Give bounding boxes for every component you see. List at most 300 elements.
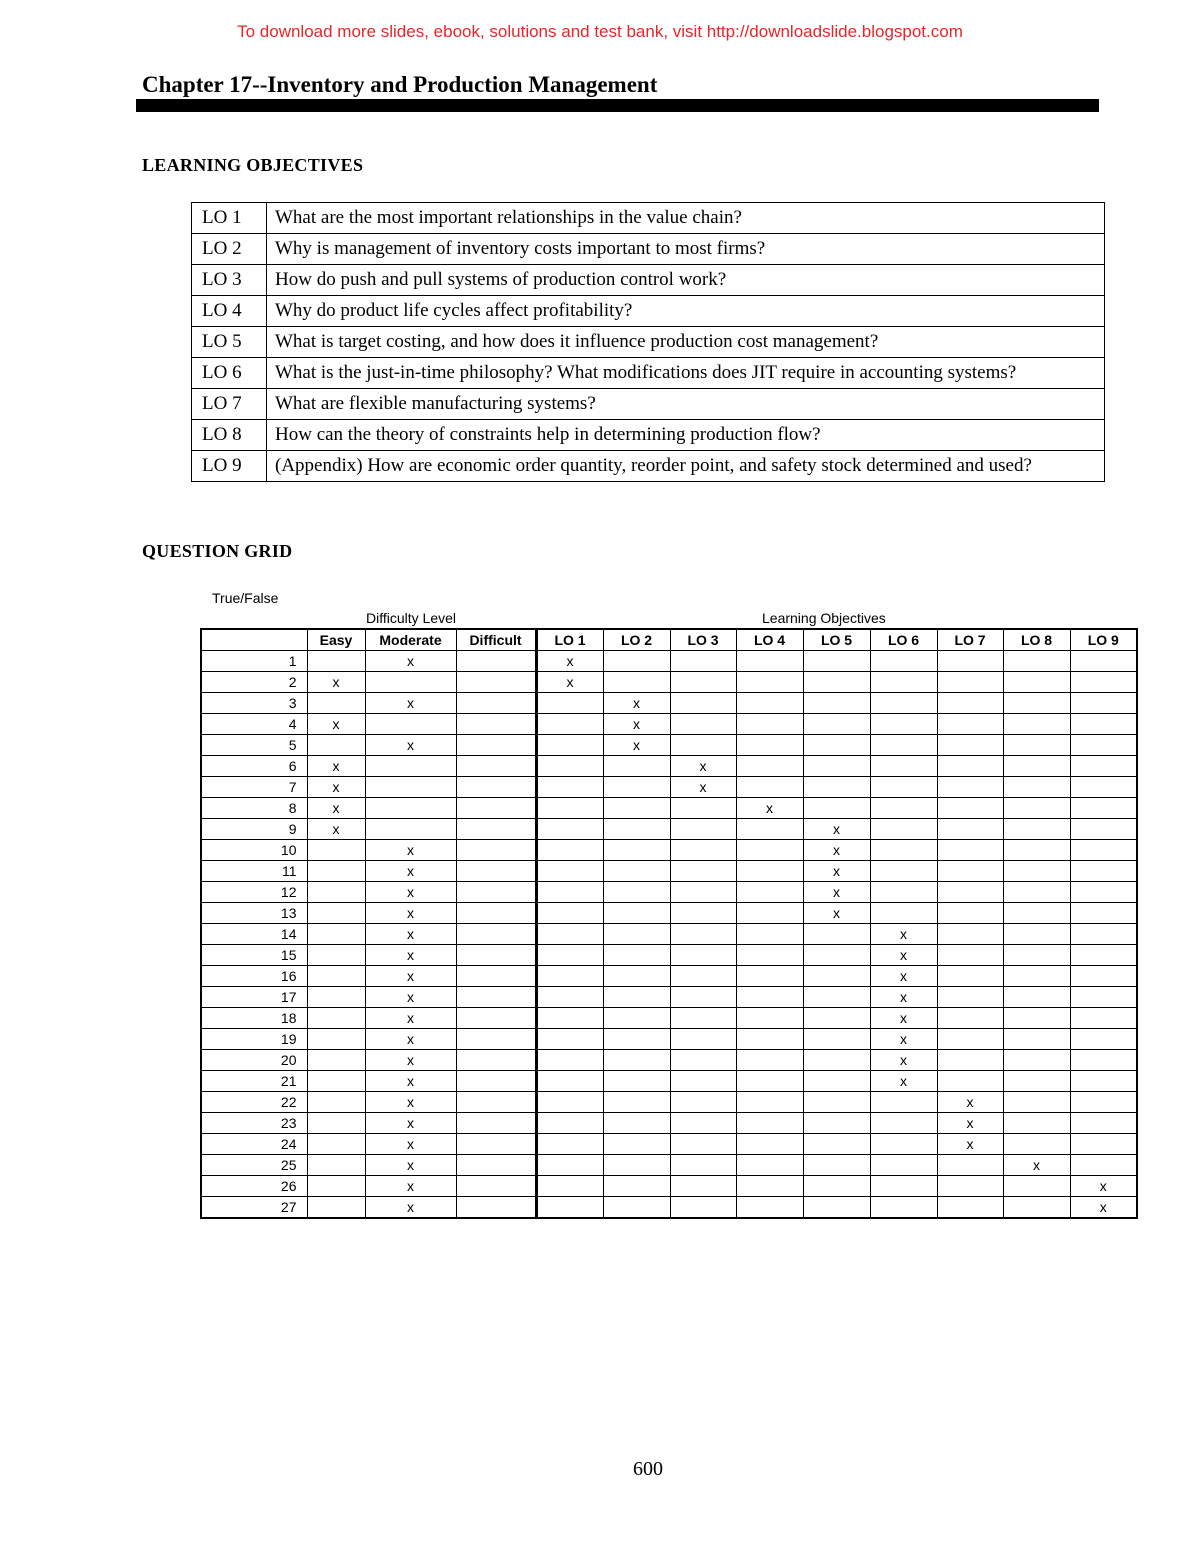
grid-cell	[937, 924, 1003, 945]
grid-row	[201, 798, 1137, 819]
grid-row	[201, 861, 1137, 882]
grid-column-header: Difficult	[456, 629, 536, 651]
grid-cell	[670, 672, 736, 693]
grid-cell	[1003, 777, 1070, 798]
grid-cell	[670, 924, 736, 945]
grid-cell	[603, 1134, 670, 1155]
grid-cell	[736, 861, 803, 882]
grid-cell	[456, 1050, 536, 1071]
grid-cell	[456, 1155, 536, 1176]
grid-cell	[736, 924, 803, 945]
learning-objective-row	[192, 327, 1105, 358]
grid-column-header: Moderate	[365, 629, 456, 651]
grid-cell	[670, 714, 736, 735]
objective-id: LO 6	[192, 358, 267, 389]
grid-cell	[670, 1071, 736, 1092]
grid-cell	[736, 966, 803, 987]
grid-cell	[536, 1050, 603, 1071]
question-number: 12	[201, 882, 307, 903]
grid-cell	[456, 924, 536, 945]
grid-column-header: LO 4	[736, 629, 803, 651]
learning-objectives-heading: LEARNING OBJECTIVES	[142, 155, 364, 175]
grid-cell	[736, 1008, 803, 1029]
grid-cell	[456, 819, 536, 840]
grid-cell	[456, 903, 536, 924]
grid-cell	[870, 1134, 937, 1155]
grid-cell	[365, 714, 456, 735]
grid-cell	[456, 1176, 536, 1197]
grid-cell	[670, 861, 736, 882]
grid-cell	[803, 798, 870, 819]
grid-column-header: LO 7	[937, 629, 1003, 651]
grid-row	[201, 945, 1137, 966]
grid-cell: x	[603, 714, 670, 735]
grid-row	[201, 1008, 1137, 1029]
grid-cell	[456, 1092, 536, 1113]
objective-text: What are the most important relationships in the value chain?	[267, 203, 1105, 234]
grid-row	[201, 840, 1137, 861]
grid-cell	[937, 756, 1003, 777]
grid-cell	[1003, 1176, 1070, 1197]
grid-cell	[670, 1197, 736, 1219]
question-number: 4	[201, 714, 307, 735]
question-number: 2	[201, 672, 307, 693]
grid-cell: x	[870, 924, 937, 945]
grid-cell: x	[803, 882, 870, 903]
grid-cell	[603, 672, 670, 693]
grid-cell	[1070, 672, 1137, 693]
grid-cell	[803, 966, 870, 987]
grid-row	[201, 714, 1137, 735]
grid-cell	[1070, 966, 1137, 987]
grid-column-header	[201, 629, 307, 651]
grid-cell: x	[365, 693, 456, 714]
question-number: 19	[201, 1029, 307, 1050]
grid-cell: x	[307, 819, 365, 840]
grid-cell	[307, 1113, 365, 1134]
difficulty-level-label: Difficulty Level	[366, 610, 457, 626]
grid-cell: x	[670, 777, 736, 798]
grid-cell	[307, 882, 365, 903]
question-number: 5	[201, 735, 307, 756]
grid-row	[201, 651, 1137, 672]
grid-cell	[803, 945, 870, 966]
grid-cell	[803, 1155, 870, 1176]
objective-text: What are flexible manufacturing systems?	[267, 389, 1105, 420]
grid-cell	[1003, 861, 1070, 882]
grid-cell	[870, 1176, 937, 1197]
grid-cell	[736, 714, 803, 735]
grid-cell	[937, 1008, 1003, 1029]
grid-cell	[536, 1197, 603, 1219]
grid-cell	[937, 672, 1003, 693]
grid-cell	[937, 1155, 1003, 1176]
question-number: 6	[201, 756, 307, 777]
grid-cell	[1070, 714, 1137, 735]
objective-id: LO 3	[192, 265, 267, 296]
grid-cell	[937, 798, 1003, 819]
grid-cell	[307, 987, 365, 1008]
grid-row	[201, 882, 1137, 903]
grid-cell	[1070, 1092, 1137, 1113]
grid-cell	[603, 903, 670, 924]
learning-objective-row	[192, 389, 1105, 420]
grid-cell	[365, 777, 456, 798]
grid-cell	[536, 1029, 603, 1050]
grid-cell	[803, 1197, 870, 1219]
grid-cell	[307, 1134, 365, 1155]
grid-cell: x	[803, 903, 870, 924]
grid-cell	[736, 777, 803, 798]
grid-cell: x	[937, 1134, 1003, 1155]
grid-cell	[670, 966, 736, 987]
grid-cell	[536, 1008, 603, 1029]
grid-cell	[603, 777, 670, 798]
grid-cell: x	[307, 714, 365, 735]
grid-cell	[870, 903, 937, 924]
grid-cell	[456, 735, 536, 756]
grid-cell	[1003, 672, 1070, 693]
grid-cell	[307, 735, 365, 756]
grid-cell	[456, 1008, 536, 1029]
grid-cell	[456, 861, 536, 882]
grid-cell: x	[870, 1071, 937, 1092]
grid-column-header: LO 3	[670, 629, 736, 651]
grid-cell	[307, 945, 365, 966]
grid-cell	[536, 861, 603, 882]
grid-cell	[736, 945, 803, 966]
grid-cell	[307, 903, 365, 924]
grid-cell	[736, 1092, 803, 1113]
grid-cell	[1070, 693, 1137, 714]
grid-cell	[870, 651, 937, 672]
grid-row	[201, 966, 1137, 987]
grid-cell	[1070, 924, 1137, 945]
objective-text: What is target costing, and how does it influence production cost management?	[267, 327, 1105, 358]
grid-cell	[1003, 1050, 1070, 1071]
grid-cell: x	[365, 1176, 456, 1197]
grid-cell: x	[937, 1092, 1003, 1113]
learning-objectives-label: Learning Objectives	[762, 610, 886, 626]
grid-cell	[307, 1008, 365, 1029]
learning-objective-row	[192, 296, 1105, 327]
grid-cell	[803, 987, 870, 1008]
grid-cell	[536, 882, 603, 903]
grid-column-header: Easy	[307, 629, 365, 651]
grid-column-header: LO 1	[536, 629, 603, 651]
grid-cell	[937, 945, 1003, 966]
grid-row	[201, 1113, 1137, 1134]
grid-cell	[307, 924, 365, 945]
grid-cell	[870, 693, 937, 714]
grid-cell: x	[603, 735, 670, 756]
grid-cell	[736, 819, 803, 840]
question-number: 9	[201, 819, 307, 840]
grid-cell	[736, 987, 803, 1008]
grid-cell	[603, 1029, 670, 1050]
grid-cell: x	[870, 1008, 937, 1029]
grid-cell	[536, 1113, 603, 1134]
grid-cell	[803, 1113, 870, 1134]
grid-cell	[736, 1050, 803, 1071]
grid-cell	[456, 987, 536, 1008]
grid-cell: x	[307, 777, 365, 798]
grid-cell	[803, 756, 870, 777]
grid-cell	[937, 1176, 1003, 1197]
grid-cell	[670, 987, 736, 1008]
grid-row	[201, 924, 1137, 945]
grid-cell	[803, 714, 870, 735]
grid-cell	[1070, 987, 1137, 1008]
grid-cell	[1003, 1134, 1070, 1155]
grid-cell	[1003, 1008, 1070, 1029]
grid-cell	[937, 903, 1003, 924]
grid-cell	[456, 651, 536, 672]
grid-cell	[736, 840, 803, 861]
grid-cell	[803, 735, 870, 756]
grid-cell: x	[307, 798, 365, 819]
grid-row	[201, 672, 1137, 693]
grid-cell	[1003, 819, 1070, 840]
grid-cell: x	[307, 756, 365, 777]
grid-cell	[603, 1050, 670, 1071]
objective-text: How do push and pull systems of production control work?	[267, 265, 1105, 296]
grid-cell	[536, 693, 603, 714]
grid-cell: x	[870, 987, 937, 1008]
objective-id: LO 1	[192, 203, 267, 234]
question-grid-heading: QUESTION GRID	[142, 541, 293, 561]
grid-cell	[307, 1071, 365, 1092]
grid-cell	[536, 756, 603, 777]
grid-row	[201, 1197, 1137, 1219]
grid-cell	[1003, 945, 1070, 966]
grid-row	[201, 693, 1137, 714]
grid-cell	[670, 1050, 736, 1071]
grid-cell: x	[365, 882, 456, 903]
grid-cell: x	[870, 1050, 937, 1071]
grid-cell	[736, 672, 803, 693]
grid-cell	[307, 1029, 365, 1050]
grid-cell	[870, 1113, 937, 1134]
question-number: 17	[201, 987, 307, 1008]
question-number: 14	[201, 924, 307, 945]
grid-row	[201, 1155, 1137, 1176]
grid-cell	[1003, 1113, 1070, 1134]
grid-cell: x	[1070, 1176, 1137, 1197]
grid-cell	[456, 693, 536, 714]
grid-cell	[536, 714, 603, 735]
grid-cell	[736, 693, 803, 714]
grid-cell	[937, 882, 1003, 903]
true-false-label: True/False	[212, 590, 279, 606]
question-number: 22	[201, 1092, 307, 1113]
objective-text: How can the theory of constraints help in determining production flow?	[267, 420, 1105, 451]
learning-objective-row	[192, 203, 1105, 234]
grid-row	[201, 903, 1137, 924]
grid-cell: x	[365, 1155, 456, 1176]
grid-cell: x	[603, 693, 670, 714]
grid-row	[201, 1029, 1137, 1050]
learning-objective-row	[192, 234, 1105, 265]
grid-cell	[536, 735, 603, 756]
grid-cell	[670, 1155, 736, 1176]
grid-column-header: LO 8	[1003, 629, 1070, 651]
grid-cell	[670, 1008, 736, 1029]
grid-cell	[870, 798, 937, 819]
grid-cell	[603, 798, 670, 819]
grid-cell	[603, 1155, 670, 1176]
grid-cell	[1003, 651, 1070, 672]
grid-cell	[536, 1071, 603, 1092]
grid-cell	[1003, 693, 1070, 714]
question-number: 27	[201, 1197, 307, 1219]
grid-cell	[1003, 1197, 1070, 1219]
grid-cell	[1003, 714, 1070, 735]
grid-cell	[307, 1176, 365, 1197]
grid-cell	[536, 966, 603, 987]
grid-cell	[736, 903, 803, 924]
grid-cell	[670, 945, 736, 966]
objective-id: LO 4	[192, 296, 267, 327]
grid-cell	[870, 861, 937, 882]
grid-cell: x	[365, 903, 456, 924]
question-number: 26	[201, 1176, 307, 1197]
grid-cell	[365, 756, 456, 777]
grid-cell	[1070, 882, 1137, 903]
grid-cell	[736, 1113, 803, 1134]
grid-cell	[456, 1113, 536, 1134]
grid-cell	[803, 1029, 870, 1050]
grid-cell: x	[536, 672, 603, 693]
grid-cell	[603, 987, 670, 1008]
grid-cell	[870, 756, 937, 777]
objective-id: LO 5	[192, 327, 267, 358]
grid-cell: x	[365, 1029, 456, 1050]
grid-cell	[803, 924, 870, 945]
grid-cell	[603, 882, 670, 903]
grid-column-header: LO 5	[803, 629, 870, 651]
grid-cell	[937, 714, 1003, 735]
grid-cell	[803, 1176, 870, 1197]
grid-cell	[1003, 903, 1070, 924]
grid-cell	[1070, 1008, 1137, 1029]
grid-cell	[870, 714, 937, 735]
grid-cell	[937, 735, 1003, 756]
grid-cell	[937, 1029, 1003, 1050]
grid-cell	[937, 966, 1003, 987]
question-number: 20	[201, 1050, 307, 1071]
grid-cell	[670, 903, 736, 924]
grid-cell	[536, 777, 603, 798]
grid-row	[201, 756, 1137, 777]
page-number: 600	[633, 1458, 663, 1480]
grid-cell	[1070, 798, 1137, 819]
download-banner-link[interactable]: To download more slides, ebook, solutions and test bank, visit http://downloadslide.blogspot.com	[237, 22, 963, 41]
grid-cell	[937, 987, 1003, 1008]
grid-cell	[670, 693, 736, 714]
grid-cell	[736, 735, 803, 756]
grid-cell: x	[803, 819, 870, 840]
grid-cell	[670, 1134, 736, 1155]
grid-cell	[670, 1029, 736, 1050]
grid-cell: x	[870, 1029, 937, 1050]
grid-cell	[536, 798, 603, 819]
grid-cell	[1070, 1071, 1137, 1092]
grid-cell	[603, 819, 670, 840]
grid-cell	[803, 1092, 870, 1113]
grid-cell	[536, 987, 603, 1008]
grid-cell	[1070, 840, 1137, 861]
question-number: 7	[201, 777, 307, 798]
grid-cell	[1070, 861, 1137, 882]
grid-cell	[1070, 1113, 1137, 1134]
learning-objective-row	[192, 451, 1105, 482]
grid-cell	[1003, 924, 1070, 945]
grid-cell	[870, 1197, 937, 1219]
grid-cell	[937, 1197, 1003, 1219]
grid-cell	[456, 1071, 536, 1092]
grid-cell	[1070, 651, 1137, 672]
grid-cell: x	[365, 966, 456, 987]
objective-text: What is the just-in-time philosophy? What modifications does JIT require in accounting systems?	[267, 358, 1105, 389]
objective-text: Why is management of inventory costs important to most firms?	[267, 234, 1105, 265]
question-number: 1	[201, 651, 307, 672]
grid-row	[201, 1176, 1137, 1197]
grid-cell	[670, 840, 736, 861]
grid-cell	[603, 1092, 670, 1113]
grid-cell	[307, 693, 365, 714]
grid-cell	[670, 798, 736, 819]
grid-cell	[803, 1008, 870, 1029]
grid-cell	[1003, 735, 1070, 756]
grid-cell	[937, 861, 1003, 882]
grid-cell	[456, 882, 536, 903]
grid-cell	[307, 1050, 365, 1071]
grid-cell	[1003, 798, 1070, 819]
grid-cell	[736, 651, 803, 672]
grid-cell	[603, 651, 670, 672]
grid-cell	[1003, 840, 1070, 861]
grid-cell: x	[870, 945, 937, 966]
grid-cell	[937, 777, 1003, 798]
objective-id: LO 9	[192, 451, 267, 482]
grid-cell	[536, 903, 603, 924]
learning-objectives-table	[191, 202, 1105, 482]
grid-cell	[307, 840, 365, 861]
learning-objective-row	[192, 265, 1105, 296]
grid-cell: x	[365, 1113, 456, 1134]
grid-cell: x	[307, 672, 365, 693]
grid-cell	[1003, 987, 1070, 1008]
grid-cell	[456, 672, 536, 693]
learning-objective-row	[192, 358, 1105, 389]
grid-cell	[736, 1176, 803, 1197]
grid-cell	[937, 651, 1003, 672]
grid-cell	[1003, 1029, 1070, 1050]
grid-cell	[536, 819, 603, 840]
grid-cell	[536, 945, 603, 966]
grid-cell	[603, 945, 670, 966]
objective-text: Why do product life cycles affect profitability?	[267, 296, 1105, 327]
grid-cell	[736, 1197, 803, 1219]
grid-row	[201, 735, 1137, 756]
grid-cell	[1070, 1155, 1137, 1176]
grid-cell	[736, 756, 803, 777]
grid-cell	[603, 756, 670, 777]
question-number: 21	[201, 1071, 307, 1092]
grid-cell	[1003, 1092, 1070, 1113]
grid-cell	[736, 882, 803, 903]
